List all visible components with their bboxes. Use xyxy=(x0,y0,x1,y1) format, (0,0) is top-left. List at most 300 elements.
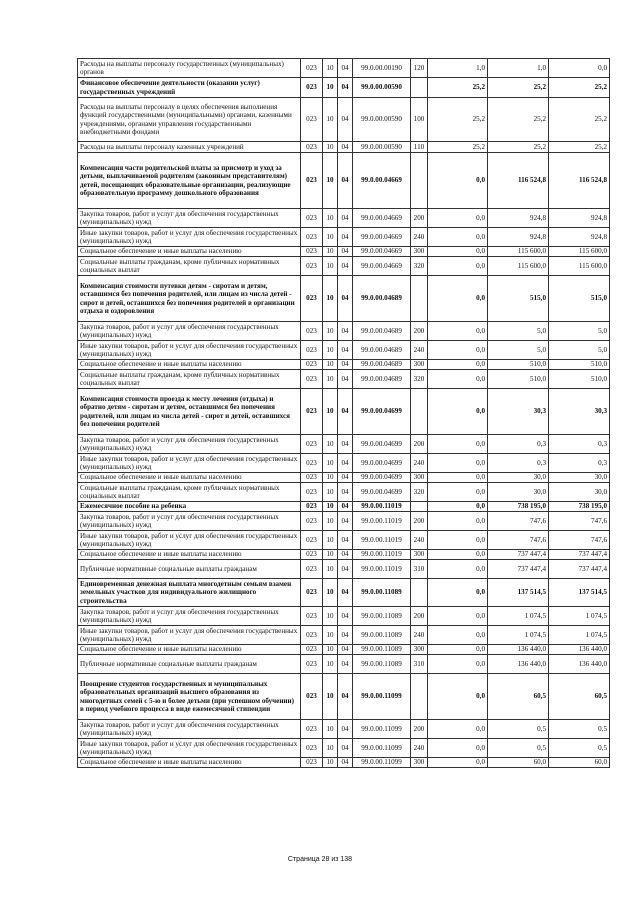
row-expense-type xyxy=(411,78,428,98)
row-name: Иные закупки товаров, работ и услуг для обеспечения государственных (муниципальных) нужд xyxy=(78,228,301,247)
row-name: Социальное обеспечение и иные выплаты населению xyxy=(78,473,301,483)
row-expense-type: 300 xyxy=(411,645,428,655)
row-name: Поощрение студентов государственных и муниципальных образовательных организаций высшего образования из многодетных семей с 5-ю и более детьми (при успешном обучении) в период учебного процесса в виде ежемесячной стипендии xyxy=(78,674,301,720)
row-value-3: 25,2 xyxy=(549,142,610,153)
row-subsection: 04 xyxy=(338,98,353,142)
row-value-1: 0,0 xyxy=(428,502,488,512)
row-section: 10 xyxy=(323,560,338,579)
row-grbs: 023 xyxy=(301,389,323,435)
row-subsection: 04 xyxy=(338,142,353,153)
row-expense-type: 120 xyxy=(411,59,428,78)
row-grbs: 023 xyxy=(301,502,323,512)
row-subsection: 04 xyxy=(338,473,353,483)
row-section: 10 xyxy=(323,645,338,655)
row-grbs: 023 xyxy=(301,579,323,607)
row-value-2: 115 600,0 xyxy=(488,257,549,276)
row-value-2: 60,0 xyxy=(488,758,549,768)
row-value-3: 515,0 xyxy=(549,276,610,322)
row-value-2: 60,5 xyxy=(488,674,549,720)
row-grbs: 023 xyxy=(301,550,323,560)
row-subsection: 04 xyxy=(338,341,353,360)
row-value-2: 25,2 xyxy=(488,78,549,98)
row-name: Закупка товаров, работ и услуг для обеспечения государственных (муниципальных) нужд xyxy=(78,607,301,626)
row-grbs: 023 xyxy=(301,247,323,257)
row-section: 10 xyxy=(323,360,338,370)
table-row xyxy=(78,142,610,153)
row-subsection: 04 xyxy=(338,626,353,645)
row-value-1: 0,0 xyxy=(428,626,488,645)
row-section: 10 xyxy=(323,228,338,247)
row-value-1: 0,0 xyxy=(428,531,488,550)
row-subsection: 04 xyxy=(338,276,353,322)
table-row xyxy=(78,502,610,512)
row-value-2: 5,0 xyxy=(488,322,549,341)
row-grbs: 023 xyxy=(301,655,323,674)
row-value-3: 0,5 xyxy=(549,739,610,758)
row-target-article: 99.0.00.11089 xyxy=(353,645,411,655)
row-value-3: 136 440,0 xyxy=(549,645,610,655)
row-expense-type: 320 xyxy=(411,483,428,502)
row-subsection: 04 xyxy=(338,78,353,98)
row-value-2: 30,3 xyxy=(488,389,549,435)
row-expense-type: 110 xyxy=(411,142,428,153)
row-target-article: 99.0.00.00190 xyxy=(353,59,411,78)
row-target-article: 99.0.00.04689 xyxy=(353,322,411,341)
row-value-1: 0,0 xyxy=(428,674,488,720)
row-subsection: 04 xyxy=(338,758,353,768)
row-subsection: 04 xyxy=(338,454,353,473)
table-row xyxy=(78,560,610,579)
row-value-2: 0,5 xyxy=(488,720,549,739)
row-section: 10 xyxy=(323,257,338,276)
row-value-1: 25,2 xyxy=(428,142,488,153)
table-row xyxy=(78,626,610,645)
row-expense-type xyxy=(411,674,428,720)
row-subsection: 04 xyxy=(338,153,353,209)
row-section: 10 xyxy=(323,531,338,550)
row-name: Ежемесячное пособие на ребенка xyxy=(78,502,301,512)
row-grbs: 023 xyxy=(301,473,323,483)
row-target-article: 99.0.00.11099 xyxy=(353,739,411,758)
row-target-article: 99.0.00.11099 xyxy=(353,674,411,720)
row-value-1: 0,0 xyxy=(428,370,488,389)
row-value-3: 747,6 xyxy=(549,531,610,550)
row-value-1: 0,0 xyxy=(428,739,488,758)
row-name: Иные закупки товаров, работ и услуг для обеспечения государственных (муниципальных) нужд xyxy=(78,454,301,473)
budget-table-body xyxy=(78,59,610,768)
row-value-1: 0,0 xyxy=(428,228,488,247)
row-value-1: 25,2 xyxy=(428,98,488,142)
row-subsection: 04 xyxy=(338,655,353,674)
row-value-3: 30,3 xyxy=(549,389,610,435)
table-row xyxy=(78,674,610,720)
row-value-2: 30,0 xyxy=(488,483,549,502)
row-expense-type: 200 xyxy=(411,435,428,454)
row-target-article: 99.0.00.00590 xyxy=(353,78,411,98)
row-value-1: 0,0 xyxy=(428,360,488,370)
row-value-3: 0,5 xyxy=(549,720,610,739)
table-row xyxy=(78,473,610,483)
row-target-article: 99.0.00.04689 xyxy=(353,341,411,360)
row-subsection: 04 xyxy=(338,370,353,389)
row-value-2: 137 514,5 xyxy=(488,579,549,607)
row-grbs: 023 xyxy=(301,531,323,550)
row-value-1: 0,0 xyxy=(428,758,488,768)
row-target-article: 99.0.00.00590 xyxy=(353,98,411,142)
row-name: Финансовое обеспечение деятельности (оказании услуг) государственных учреждений xyxy=(78,78,301,98)
row-section: 10 xyxy=(323,655,338,674)
row-expense-type xyxy=(411,389,428,435)
row-target-article: 99.0.00.11099 xyxy=(353,720,411,739)
row-value-2: 747,6 xyxy=(488,512,549,531)
row-target-article: 99.0.00.04669 xyxy=(353,257,411,276)
row-subsection: 04 xyxy=(338,59,353,78)
row-subsection: 04 xyxy=(338,502,353,512)
row-name: Социальное обеспечение и иные выплаты населению xyxy=(78,247,301,257)
row-expense-type: 310 xyxy=(411,655,428,674)
row-grbs: 023 xyxy=(301,560,323,579)
row-expense-type xyxy=(411,502,428,512)
row-name: Социальные выплаты гражданам, кроме публичных нормативных социальных выплат xyxy=(78,483,301,502)
row-grbs: 023 xyxy=(301,360,323,370)
row-section: 10 xyxy=(323,758,338,768)
row-grbs: 023 xyxy=(301,370,323,389)
row-value-3: 0,0 xyxy=(549,59,610,78)
row-value-3: 737 447,4 xyxy=(549,550,610,560)
row-name: Расходы на выплаты персоналу в целях обеспечения выполнения функций государственными (муниципальными) органами, казенными учреждениями, органами управления государственными внебюджетными фондами xyxy=(78,98,301,142)
row-name: Социальные выплаты гражданам, кроме публичных нормативных социальных выплат xyxy=(78,257,301,276)
row-expense-type: 240 xyxy=(411,454,428,473)
row-value-3: 136 440,0 xyxy=(549,655,610,674)
row-value-2: 25,2 xyxy=(488,98,549,142)
row-value-2: 115 600,0 xyxy=(488,247,549,257)
table-row xyxy=(78,370,610,389)
row-subsection: 04 xyxy=(338,550,353,560)
row-target-article: 99.0.00.04689 xyxy=(353,360,411,370)
row-expense-type xyxy=(411,579,428,607)
row-name: Компенсация стоимости путевки детям - сиротам и детям, оставшимся без попечения родителей, или лицам из числа детей - сирот и детей, оставшихся без попечения родителей в организации отдыха и оздоровления xyxy=(78,276,301,322)
row-value-2: 1 074,5 xyxy=(488,626,549,645)
row-target-article: 99.0.00.11019 xyxy=(353,512,411,531)
row-target-article: 99.0.00.04699 xyxy=(353,473,411,483)
row-target-article: 99.0.00.11089 xyxy=(353,579,411,607)
row-grbs: 023 xyxy=(301,257,323,276)
row-value-1: 0,0 xyxy=(428,645,488,655)
row-subsection: 04 xyxy=(338,739,353,758)
row-name: Закупка товаров, работ и услуг для обеспечения государственных (муниципальных) нужд xyxy=(78,512,301,531)
row-name: Закупка товаров, работ и услуг для обеспечения государственных (муниципальных) нужд xyxy=(78,322,301,341)
table-row xyxy=(78,531,610,550)
row-expense-type xyxy=(411,276,428,322)
table-row xyxy=(78,228,610,247)
row-section: 10 xyxy=(323,153,338,209)
row-subsection: 04 xyxy=(338,209,353,228)
table-row xyxy=(78,720,610,739)
row-section: 10 xyxy=(323,502,338,512)
table-row xyxy=(78,512,610,531)
row-target-article: 99.0.00.04669 xyxy=(353,153,411,209)
row-value-2: 136 440,0 xyxy=(488,655,549,674)
row-section: 10 xyxy=(323,78,338,98)
row-subsection: 04 xyxy=(338,560,353,579)
row-value-2: 25,2 xyxy=(488,142,549,153)
row-target-article: 99.0.00.04699 xyxy=(353,435,411,454)
row-expense-type: 200 xyxy=(411,209,428,228)
row-name: Компенсация стоимости проезда к месту лечения (отдыха) и обратно детям - сиротам и детям, оставшимся без попечения родителей, или лицам из числа детей - сирот и детей, оставшихся без попечения родителей xyxy=(78,389,301,435)
row-value-2: 30,0 xyxy=(488,473,549,483)
row-subsection: 04 xyxy=(338,720,353,739)
row-value-1: 0,0 xyxy=(428,209,488,228)
row-subsection: 04 xyxy=(338,257,353,276)
row-expense-type: 240 xyxy=(411,626,428,645)
row-name: Единовременная денежная выплата многодетным семьям взамен земельных участков для индивидуального жилищного строительства xyxy=(78,579,301,607)
row-target-article: 99.0.00.11089 xyxy=(353,626,411,645)
row-subsection: 04 xyxy=(338,435,353,454)
row-grbs: 023 xyxy=(301,322,323,341)
row-value-1: 0,0 xyxy=(428,322,488,341)
row-section: 10 xyxy=(323,579,338,607)
row-expense-type: 300 xyxy=(411,247,428,257)
row-value-1: 0,0 xyxy=(428,483,488,502)
row-value-2: 510,0 xyxy=(488,370,549,389)
row-value-2: 0,3 xyxy=(488,454,549,473)
table-row xyxy=(78,209,610,228)
row-expense-type: 240 xyxy=(411,228,428,247)
row-value-1: 0,0 xyxy=(428,257,488,276)
row-value-1: 1,0 xyxy=(428,59,488,78)
row-name: Социальное обеспечение и иные выплаты населению xyxy=(78,360,301,370)
row-section: 10 xyxy=(323,341,338,360)
row-value-2: 924,8 xyxy=(488,209,549,228)
row-section: 10 xyxy=(323,247,338,257)
row-target-article: 99.0.00.04699 xyxy=(353,454,411,473)
row-grbs: 023 xyxy=(301,645,323,655)
row-target-article: 99.0.00.11099 xyxy=(353,758,411,768)
row-expense-type: 200 xyxy=(411,720,428,739)
row-section: 10 xyxy=(323,550,338,560)
table-row xyxy=(78,98,610,142)
row-name: Иные закупки товаров, работ и услуг для обеспечения государственных (муниципальных) нужд xyxy=(78,626,301,645)
row-name: Иные закупки товаров, работ и услуг для обеспечения государственных (муниципальных) нужд xyxy=(78,739,301,758)
row-section: 10 xyxy=(323,473,338,483)
row-grbs: 023 xyxy=(301,607,323,626)
row-value-3: 5,0 xyxy=(549,341,610,360)
row-value-3: 5,0 xyxy=(549,322,610,341)
row-value-1: 0,0 xyxy=(428,560,488,579)
row-value-2: 737 447,4 xyxy=(488,550,549,560)
row-target-article: 99.0.00.04669 xyxy=(353,228,411,247)
row-value-3: 1 074,5 xyxy=(549,607,610,626)
row-value-1: 0,0 xyxy=(428,389,488,435)
row-value-1: 0,0 xyxy=(428,579,488,607)
table-row xyxy=(78,607,610,626)
row-section: 10 xyxy=(323,674,338,720)
row-value-3: 115 600,0 xyxy=(549,257,610,276)
row-target-article: 99.0.00.11019 xyxy=(353,550,411,560)
row-value-1: 0,0 xyxy=(428,454,488,473)
row-value-3: 737 447,4 xyxy=(549,560,610,579)
row-value-1: 0,0 xyxy=(428,720,488,739)
row-subsection: 04 xyxy=(338,512,353,531)
row-section: 10 xyxy=(323,435,338,454)
table-row xyxy=(78,739,610,758)
row-name: Публичные нормативные социальные выплаты гражданам xyxy=(78,655,301,674)
row-value-1: 0,0 xyxy=(428,247,488,257)
table-row xyxy=(78,550,610,560)
table-row xyxy=(78,758,610,768)
row-grbs: 023 xyxy=(301,720,323,739)
row-grbs: 023 xyxy=(301,209,323,228)
row-value-1: 0,0 xyxy=(428,153,488,209)
row-subsection: 04 xyxy=(338,228,353,247)
row-target-article: 99.0.00.11089 xyxy=(353,607,411,626)
row-target-article: 99.0.00.04699 xyxy=(353,483,411,502)
row-value-3: 924,8 xyxy=(549,228,610,247)
row-expense-type: 100 xyxy=(411,98,428,142)
row-expense-type: 300 xyxy=(411,550,428,560)
row-section: 10 xyxy=(323,607,338,626)
row-value-3: 1 074,5 xyxy=(549,626,610,645)
row-grbs: 023 xyxy=(301,276,323,322)
budget-table-page xyxy=(77,58,609,768)
row-subsection: 04 xyxy=(338,389,353,435)
row-section: 10 xyxy=(323,626,338,645)
table-row xyxy=(78,153,610,209)
row-value-2: 0,3 xyxy=(488,435,549,454)
row-value-3: 510,0 xyxy=(549,370,610,389)
row-target-article: 99.0.00.00590 xyxy=(353,142,411,153)
row-expense-type: 320 xyxy=(411,257,428,276)
row-subsection: 04 xyxy=(338,247,353,257)
row-subsection: 04 xyxy=(338,579,353,607)
row-value-2: 737 447,4 xyxy=(488,560,549,579)
row-expense-type: 300 xyxy=(411,758,428,768)
row-name: Социальные выплаты гражданам, кроме публичных нормативных социальных выплат xyxy=(78,370,301,389)
row-subsection: 04 xyxy=(338,360,353,370)
row-name: Социальное обеспечение и иные выплаты населению xyxy=(78,645,301,655)
row-value-2: 747,6 xyxy=(488,531,549,550)
row-name: Публичные нормативные социальные выплаты гражданам xyxy=(78,560,301,579)
row-section: 10 xyxy=(323,59,338,78)
table-row xyxy=(78,59,610,78)
row-expense-type: 200 xyxy=(411,512,428,531)
row-expense-type: 200 xyxy=(411,322,428,341)
row-subsection: 04 xyxy=(338,322,353,341)
row-name: Социальное обеспечение и иные выплаты населению xyxy=(78,758,301,768)
row-subsection: 04 xyxy=(338,483,353,502)
row-value-1: 25,2 xyxy=(428,78,488,98)
row-grbs: 023 xyxy=(301,626,323,645)
row-expense-type: 240 xyxy=(411,739,428,758)
row-grbs: 023 xyxy=(301,78,323,98)
table-row xyxy=(78,341,610,360)
row-value-3: 115 600,0 xyxy=(549,247,610,257)
table-row xyxy=(78,579,610,607)
row-grbs: 023 xyxy=(301,59,323,78)
table-row xyxy=(78,276,610,322)
table-row xyxy=(78,435,610,454)
row-target-article: 99.0.00.11019 xyxy=(353,560,411,579)
row-section: 10 xyxy=(323,720,338,739)
row-value-2: 924,8 xyxy=(488,228,549,247)
row-value-3: 510,0 xyxy=(549,360,610,370)
row-name: Расходы на выплаты персоналу казенных учреждений xyxy=(78,142,301,153)
row-target-article: 99.0.00.04689 xyxy=(353,276,411,322)
row-expense-type: 200 xyxy=(411,607,428,626)
row-target-article: 99.0.00.11019 xyxy=(353,502,411,512)
row-grbs: 023 xyxy=(301,454,323,473)
row-value-1: 0,0 xyxy=(428,276,488,322)
row-grbs: 023 xyxy=(301,142,323,153)
row-value-3: 30,0 xyxy=(549,473,610,483)
row-value-1: 0,0 xyxy=(428,473,488,483)
row-value-1: 0,0 xyxy=(428,341,488,360)
row-value-3: 0,3 xyxy=(549,435,610,454)
row-section: 10 xyxy=(323,142,338,153)
row-value-1: 0,0 xyxy=(428,512,488,531)
table-row xyxy=(78,247,610,257)
row-grbs: 023 xyxy=(301,153,323,209)
row-section: 10 xyxy=(323,322,338,341)
row-grbs: 023 xyxy=(301,228,323,247)
row-value-2: 136 440,0 xyxy=(488,645,549,655)
row-expense-type: 320 xyxy=(411,370,428,389)
table-row xyxy=(78,483,610,502)
row-target-article: 99.0.00.04699 xyxy=(353,389,411,435)
row-name: Закупка товаров, работ и услуг для обеспечения государственных (муниципальных) нужд xyxy=(78,209,301,228)
row-subsection: 04 xyxy=(338,645,353,655)
row-grbs: 023 xyxy=(301,341,323,360)
row-grbs: 023 xyxy=(301,739,323,758)
row-expense-type: 240 xyxy=(411,341,428,360)
row-section: 10 xyxy=(323,209,338,228)
row-value-3: 25,2 xyxy=(549,78,610,98)
row-target-article: 99.0.00.04669 xyxy=(353,209,411,228)
row-value-3: 60,0 xyxy=(549,758,610,768)
row-expense-type xyxy=(411,153,428,209)
row-value-3: 738 195,0 xyxy=(549,502,610,512)
row-expense-type: 300 xyxy=(411,360,428,370)
page-footer: Страница 28 из 138 xyxy=(287,856,353,863)
row-value-2: 510,0 xyxy=(488,360,549,370)
table-row xyxy=(78,655,610,674)
row-section: 10 xyxy=(323,483,338,502)
table-row xyxy=(78,257,610,276)
row-target-article: 99.0.00.04689 xyxy=(353,370,411,389)
row-value-3: 30,0 xyxy=(549,483,610,502)
row-value-1: 0,0 xyxy=(428,655,488,674)
row-target-article: 99.0.00.11019 xyxy=(353,531,411,550)
row-value-2: 1,0 xyxy=(488,59,549,78)
row-subsection: 04 xyxy=(338,607,353,626)
row-grbs: 023 xyxy=(301,512,323,531)
row-value-3: 25,2 xyxy=(549,98,610,142)
row-section: 10 xyxy=(323,512,338,531)
table-row xyxy=(78,454,610,473)
row-value-3: 137 514,5 xyxy=(549,579,610,607)
row-name: Иные закупки товаров, работ и услуг для обеспечения государственных (муниципальных) нужд xyxy=(78,341,301,360)
row-value-1: 0,0 xyxy=(428,607,488,626)
row-value-2: 1 074,5 xyxy=(488,607,549,626)
row-name: Закупка товаров, работ и услуг для обеспечения государственных (муниципальных) нужд xyxy=(78,720,301,739)
row-expense-type: 300 xyxy=(411,473,428,483)
table-row xyxy=(78,360,610,370)
table-row xyxy=(78,322,610,341)
row-expense-type: 310 xyxy=(411,560,428,579)
row-value-2: 0,5 xyxy=(488,739,549,758)
row-grbs: 023 xyxy=(301,435,323,454)
row-value-2: 5,0 xyxy=(488,341,549,360)
